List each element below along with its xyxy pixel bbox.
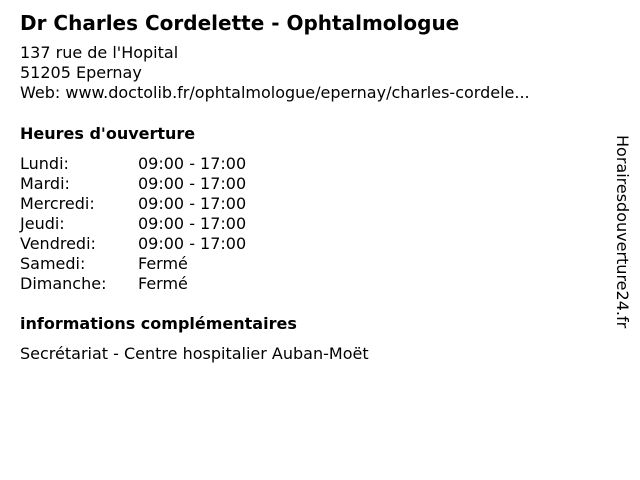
day-hours: 09:00 - 17:00 bbox=[138, 154, 247, 173]
hours-row-tuesday bbox=[20, 174, 246, 194]
page-title: Dr Charles Cordelette - Ophtalmologue bbox=[20, 11, 460, 35]
site-watermark: Horairesdouverture24.fr bbox=[613, 135, 632, 329]
day-hours: Fermé bbox=[138, 254, 188, 273]
day-label: Samedi: bbox=[20, 254, 86, 273]
day-label: Lundi: bbox=[20, 154, 69, 173]
day-hours: 09:00 - 17:00 bbox=[138, 174, 247, 193]
website-link[interactable]: Web: www.doctolib.fr/ophtalmologue/epernay/charles-cordele... bbox=[20, 83, 530, 102]
day-label: Dimanche: bbox=[20, 274, 107, 293]
day-hours: 09:00 - 17:00 bbox=[138, 194, 247, 213]
address-street: 137 rue de l'Hopital bbox=[20, 43, 179, 62]
hours-row-saturday bbox=[20, 254, 246, 274]
hours-row-sunday bbox=[20, 274, 246, 294]
opening-hours-table bbox=[20, 154, 246, 294]
day-hours: 09:00 - 17:00 bbox=[138, 234, 247, 253]
opening-hours-heading: Heures d'ouverture bbox=[20, 124, 196, 143]
hours-row-wednesday bbox=[20, 194, 246, 214]
hours-row-monday bbox=[20, 154, 246, 174]
additional-info-text: Secrétariat - Centre hospitalier Auban-Moët bbox=[20, 344, 369, 363]
day-hours: 09:00 - 17:00 bbox=[138, 214, 247, 233]
address-block bbox=[20, 43, 530, 103]
address-city: 51205 Epernay bbox=[20, 63, 142, 82]
day-label: Mardi: bbox=[20, 174, 70, 193]
day-label: Vendredi: bbox=[20, 234, 96, 253]
hours-row-thursday bbox=[20, 214, 246, 234]
day-label: Jeudi: bbox=[20, 214, 65, 233]
day-label: Mercredi: bbox=[20, 194, 95, 213]
additional-info-heading: informations complémentaires bbox=[20, 314, 297, 333]
hours-row-friday bbox=[20, 234, 246, 254]
day-hours: Fermé bbox=[138, 274, 188, 293]
